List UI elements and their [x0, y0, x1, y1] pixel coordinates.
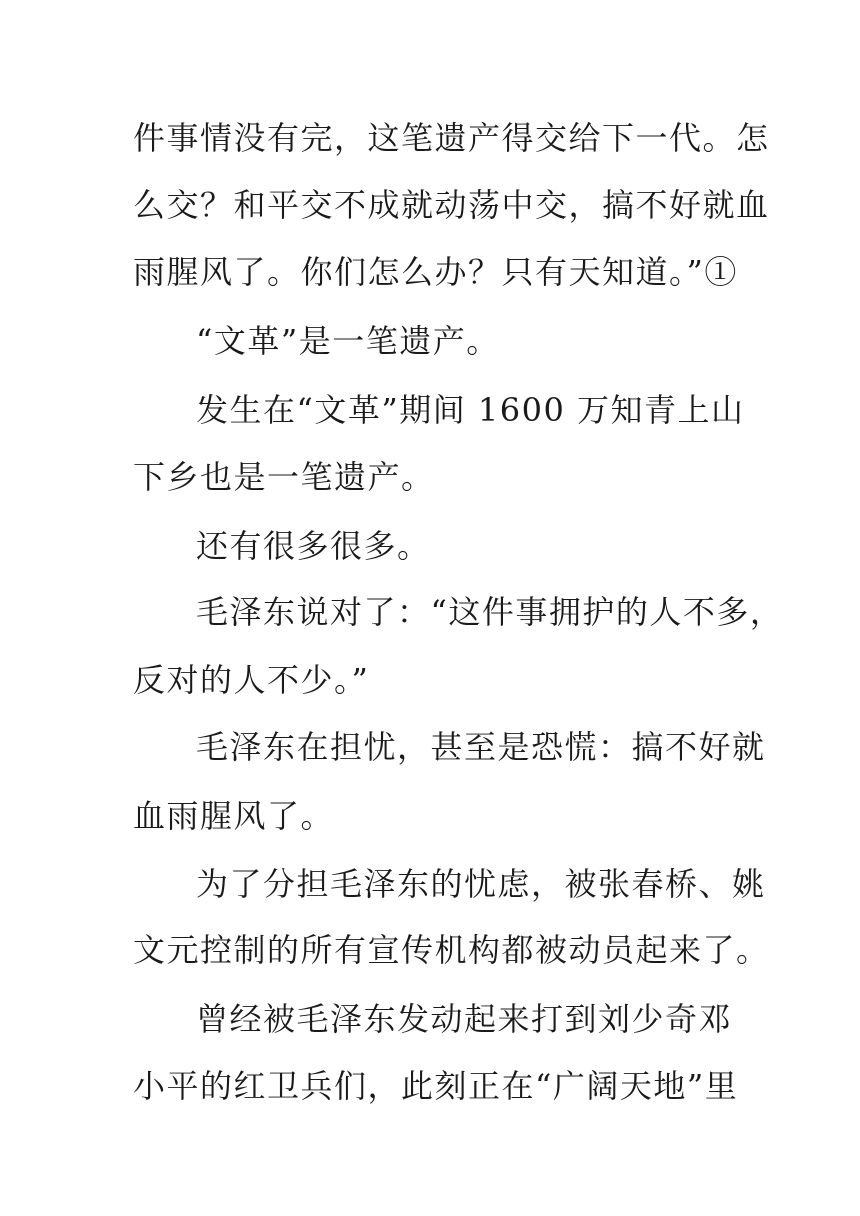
paragraph-line: 毛泽东说对了：“这件事拥护的人不多， [196, 593, 784, 631]
text-line: 小平的红卫兵们，此刻正在“广阔天地”里 [133, 1067, 739, 1105]
text-line: 么交？和平交不成就动荡中交，搞不好就血 [133, 186, 770, 224]
paragraph-line: 曾经被毛泽东发动起来打到刘少奇邓 [196, 1000, 733, 1038]
text-line: 反对的人不少。” [133, 661, 370, 699]
text-line: 血雨腥风了。 [133, 797, 335, 835]
text-line: 下乡也是一笔遗产。 [133, 458, 435, 496]
paragraph-line: 发生在“文革”期间 1600 万知青上山 [196, 391, 745, 429]
paragraph-line: 还有很多很多。 [196, 527, 431, 565]
text-line: 件事情没有完，这笔遗产得交给下一代。怎 [133, 119, 770, 157]
text-line: 文元控制的所有宣传机构都被动员起来了。 [133, 931, 770, 969]
paragraph-line: 毛泽东在担忧，甚至是恐慌：搞不好就 [196, 728, 766, 766]
paragraph-line: “文革”是一笔遗产。 [196, 322, 500, 360]
text-line: 雨腥风了。你们怎么办？只有天知道。”① [133, 253, 738, 291]
paragraph-line: 为了分担毛泽东的忧虑，被张春桥、姚 [196, 865, 766, 903]
